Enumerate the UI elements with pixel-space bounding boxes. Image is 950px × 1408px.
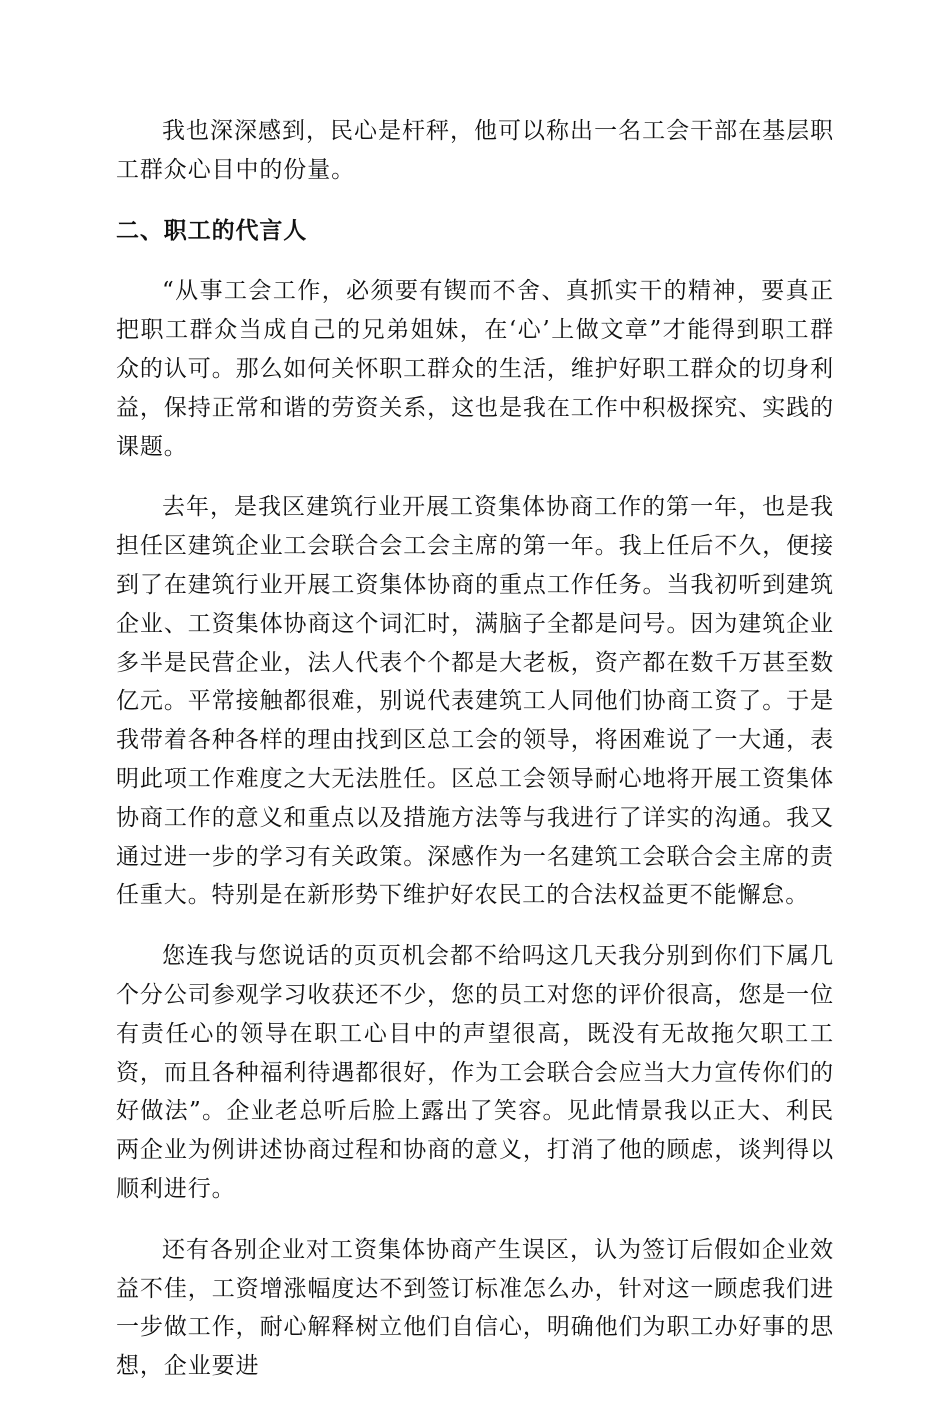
paragraph-3: 去年，是我区建筑行业开展工资集体协商工作的第一年，也是我担任区建筑企业工会联合会工会主席的第一年。我上任后不久，便接到了在建筑行业开展工资集体协商的重点工作任务。当我初听到建筑企业、工资集体协商这个词汇时，满脑子全都是问号。因为建筑企业多半是民营企业，法人代表个个都是大老板，资产都在数千万甚至数亿元。平常接触都很难，别说代表建筑工人同他们协商工资了。于是我带着各种各样的理由找到区总工会的领导，将困难说了一大通，表明此项工作难度之大无法胜任。区总工会领导耐心地将开展工资集体协商工作的意义和重点以及措施方法等与我进行了详实的沟通。我又通过进一步的学习有关政策。深感作为一名建筑工会联合会主席的责任重大。特别是在新形势下维护好农民工的合法权益更不能懈怠。 [116,494,834,909]
document-body [116,112,834,1408]
paragraph-2: “从事工会工作，必须要有锲而不舍、真抓实干的精神，要真正把职工群众当成自己的兄弟姐妹，在‘心’上做文章”才能得到职工群众的认可。那么如何关怀职工群众的生活，维护好职工群众的切身利益，保持正常和谐的劳资关系，这也是我在工作中积极探究、实践的课题。 [116,278,834,460]
paragraph-1: 我也深深感到，民心是杆秤，他可以称出一名工会干部在基层职工群众心目中的份量。 [116,118,834,183]
section-heading: 二、职工的代言人 [116,217,308,244]
paragraph-4: 您连我与您说话的页页机会都不给吗这几天我分别到你们下属几个分公司参观学习收获还不少，您的员工对您的评价很高，您是一位有责任心的领导在职工心目中的声望很高，既没有无故拖欠职工工资，而且各种福利待遇都很好，作为工会联合会应当大力宣传你们的好做法”。企业老总听后脸上露出了笑容。见此情景我以正大、利民两企业为例讲述协商过程和协商的意义，打消了他的顾虑，谈判得以顺利进行。 [116,943,834,1202]
paragraph-5: 还有各别企业对工资集体协商产生误区，认为签订后假如企业效益不佳，工资增涨幅度达不到签订标准怎么办，针对这一顾虑我们进一步做工作，耐心解释树立他们自信心，明确他们为职工办好事的思想，企业要进 [116,1236,834,1380]
